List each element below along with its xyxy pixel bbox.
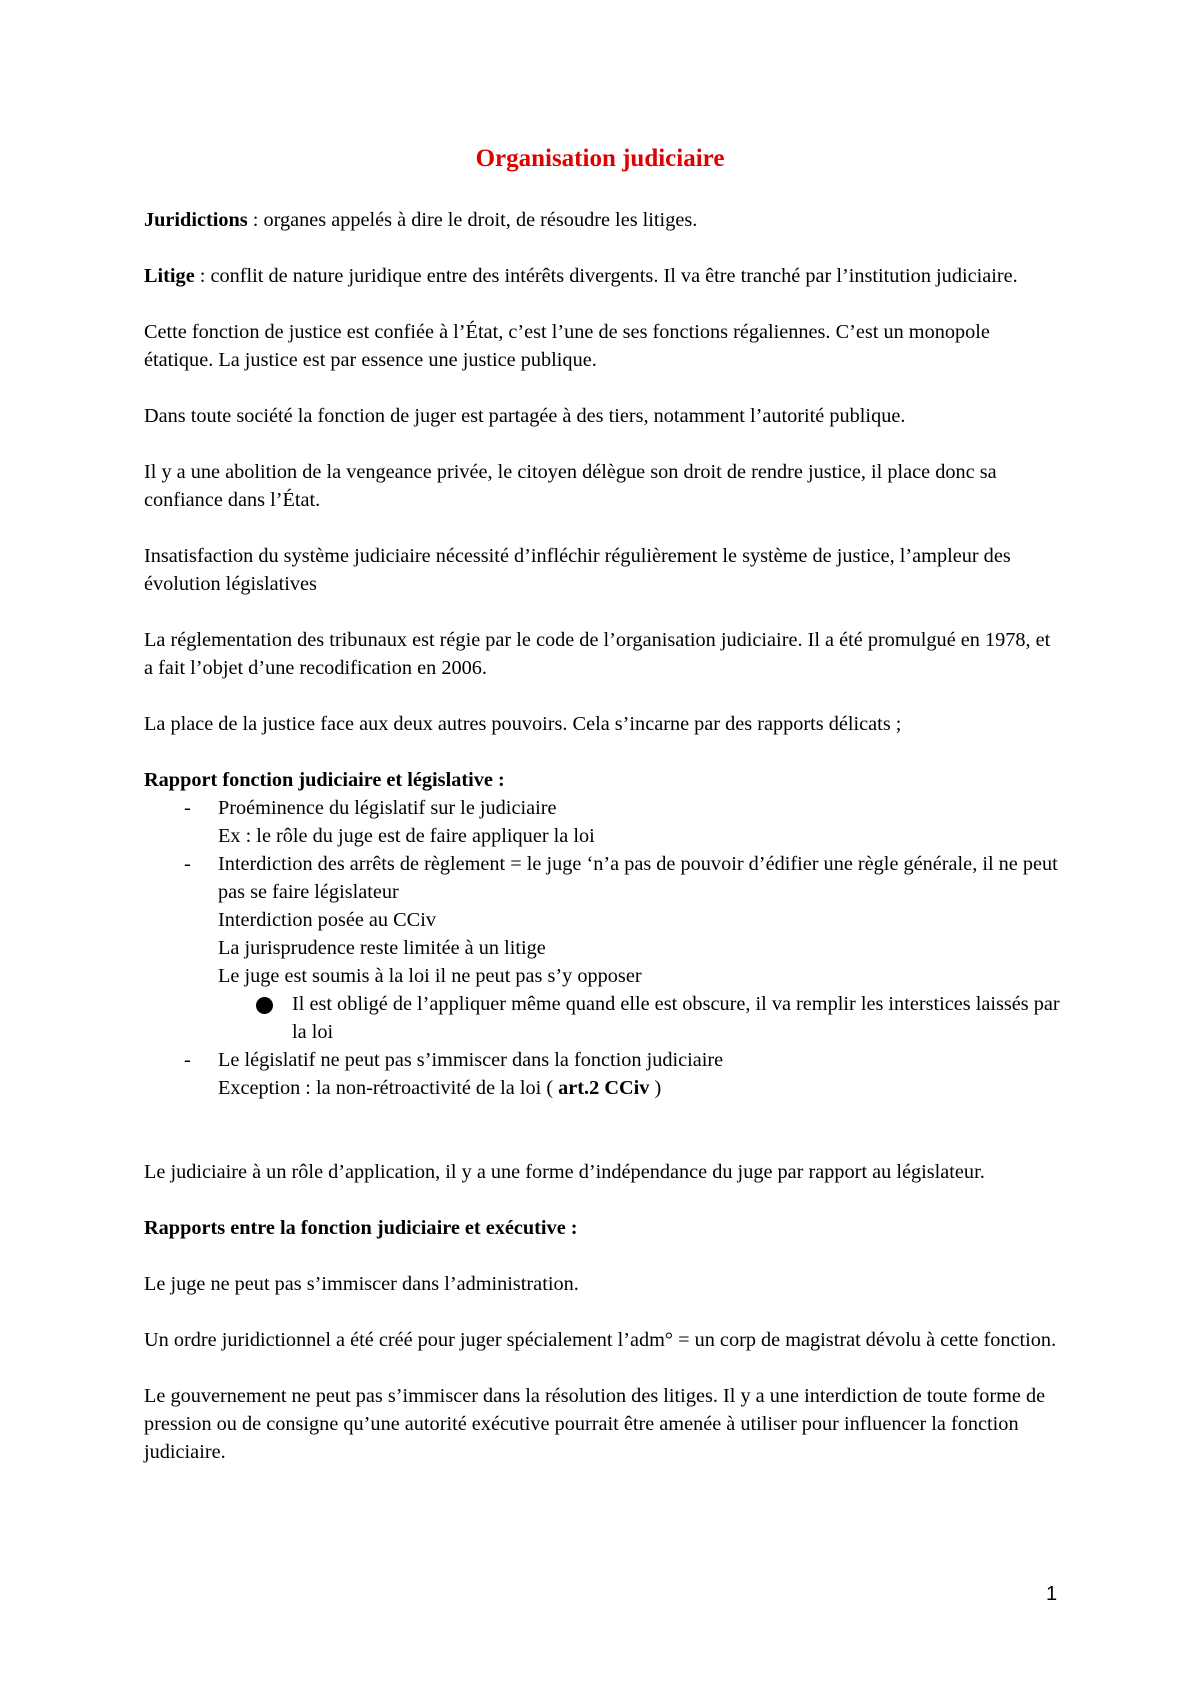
paragraph-reglementation: La réglementation des tribunaux est régie par le code de l’organisation judiciaire. Il a été promulgué en 1978, et a fait l’objet d’une recodification en 2006. (144, 629, 1051, 679)
paragraph-insatisfaction: Insatisfaction du système judiciaire nécessité d’infléchir régulièrement le système de justice, l’ampleur des évolution législatives (144, 545, 1011, 595)
document-body (144, 206, 1064, 1494)
list-item-sub: Interdiction posée au CCiv (218, 909, 436, 931)
list-item-sub: Le juge est soumis à la loi il ne peut pas s’y opposer (218, 965, 642, 987)
article-reference: art.2 CCiv (558, 1077, 650, 1099)
dash-list-legislative (144, 794, 1064, 1102)
definition-litige: : conflit de nature juridique entre des intérêts divergents. Il va être tranché par l’institution judiciaire. (194, 265, 1018, 287)
paragraph-litige (144, 262, 1064, 290)
list-item-sub: Ex : le rôle du juge est de faire appliquer la loi (218, 825, 595, 847)
bullet-list (218, 990, 1064, 1046)
list-item-sub: La jurisprudence reste limitée à un litige (218, 937, 546, 959)
paragraph-juridictions (144, 206, 1064, 234)
page-number: 1 (1046, 1583, 1058, 1605)
list-item (144, 1046, 1064, 1102)
list-item (144, 850, 1064, 1046)
paragraph-place-justice: La place de la justice face aux deux autres pouvoirs. Cela s’incarne par des rapports délicats ; (144, 713, 902, 735)
bullet-dot-icon (256, 997, 273, 1014)
paragraph-gouvernement: Le gouvernement ne peut pas s’immiscer dans la résolution des litiges. Il y a une interdiction de toute forme de pression ou de consigne qu’une autorité exécutive pourrait être amenée à utiliser pour influencer la fonction judiciaire. (144, 1385, 1046, 1463)
section-heading-legislative: Rapport fonction judiciaire et législative : (144, 769, 505, 791)
paragraph-justice-etat: Cette fonction de justice est confiée à l’État, c’est l’une de ses fonctions régaliennes. C’est un monopole étatique. La justice est par essence une justice publique. (144, 321, 990, 371)
bullet-item (218, 990, 1064, 1046)
section-heading-executive: Rapports entre la fonction judiciaire et exécutive : (144, 1217, 578, 1239)
term-juridictions: Juridictions (144, 209, 248, 231)
paragraph-fonction-juger: Dans toute société la fonction de juger est partagée à des tiers, notamment l’autorité publique. (144, 405, 906, 427)
document-title: Organisation judiciaire (475, 145, 725, 172)
list-item-main: - Le législatif ne peut pas s’immiscer dans la fonction judiciaire (218, 1049, 724, 1071)
list-item-sub: Exception : la non-rétroactivité de la loi ( art.2 CCiv ) (218, 1077, 662, 1099)
paragraph-role-application: Le judiciaire à un rôle d’application, il y a une forme d’indépendance du juge par rapport au législateur. (144, 1161, 985, 1183)
paragraph-ordre-juridictionnel: Un ordre juridictionnel a été créé pour juger spécialement l’adm° = un corp de magistrat dévolu à cette fonction. (144, 1329, 1057, 1351)
term-litige: Litige (144, 265, 195, 287)
list-item-main: - Proéminence du législatif sur le judiciaire (218, 797, 557, 819)
definition-juridictions: : organes appelés à dire le droit, de résoudre les litiges. (247, 209, 698, 231)
list-item (144, 794, 1064, 850)
paragraph-vengeance-privee: Il y a une abolition de la vengeance privée, le citoyen délègue son droit de rendre justice, il place donc sa confiance dans l’État. (144, 461, 997, 511)
paragraph-administration: Le juge ne peut pas s’immiscer dans l’administration. (144, 1273, 579, 1295)
list-item-main: - Interdiction des arrêts de règlement = le juge ‘n’a pas de pouvoir d’édifier une règle générale, il ne peut pas se faire législateur (218, 853, 1058, 903)
bullet-text: Il est obligé de l’appliquer même quand elle est obscure, il va remplir les interstices laissés par la loi (292, 993, 1060, 1043)
